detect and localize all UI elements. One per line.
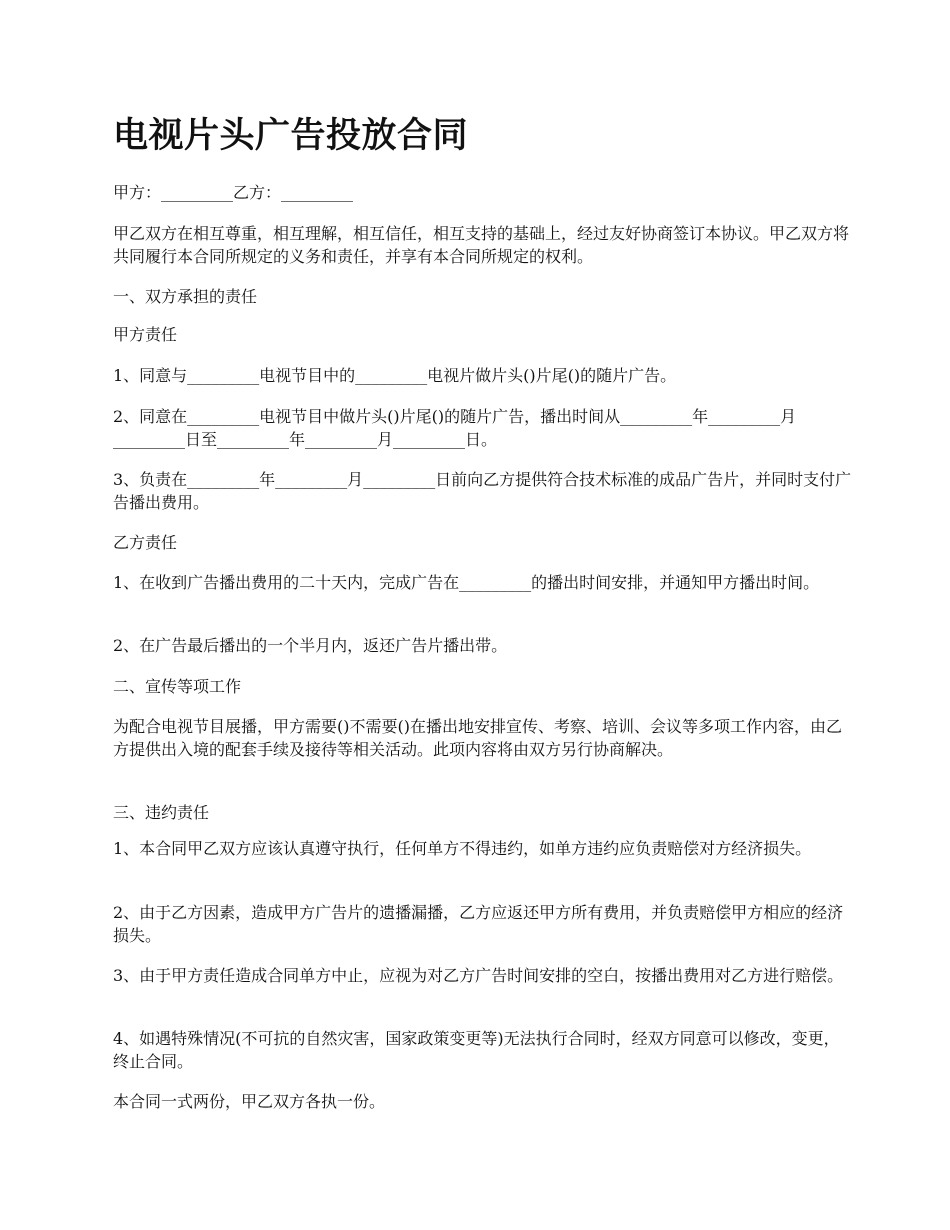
section-heading-promotion: 二、宣传等项工作 <box>113 677 242 696</box>
document-title: 电视片头广告投放合同 <box>113 116 469 156</box>
closing-line: 本合同一式两份，甲乙双方各执一份。 <box>113 1092 386 1111</box>
section-heading-responsibilities: 一、双方承担的责任 <box>113 287 258 306</box>
parties-line: 甲方：_________乙方：_________ <box>113 183 354 202</box>
intro-paragraph: 甲乙双方在相互尊重，相互理解，相互信任，相互支持的基础上，经过友好协商签订本协议。甲乙双方将共同履行本合同所规定的义务和责任，并享有本合同所规定的权利。 <box>113 224 850 266</box>
party-a-clause-3: 3、负责在_________年_________月_________日前向乙方提供符合技术标准的成品广告片，并同时支付广告播出费用。 <box>113 470 852 512</box>
promotion-paragraph: 为配合电视节目展播，甲方需要()不需要()在播出地安排宣传、考察、培训、会议等多项工作内容，由乙方提供出入境的配套手续及接待等相关活动。此项内容将由双方另行协商解决。 <box>113 717 842 759</box>
section-heading-breach: 三、违约责任 <box>113 803 210 822</box>
party-a-clause-1: 1、同意与_________电视节目中的_________电视片做片头()片尾()的随片广告。 <box>113 366 677 385</box>
party-a-heading: 甲方责任 <box>113 325 178 344</box>
party-b-heading: 乙方责任 <box>113 533 178 552</box>
party-b-clause-1: 1、在收到广告播出费用的二十天内，完成广告在_________的播出时间安排，并通知甲方播出时间。 <box>113 573 820 592</box>
breach-clause-4: 4、如遇特殊情况(不可抗的自然灾害，国家政策变更等)无法执行合同时，经双方同意可以修改，变更，终止合同。 <box>113 1029 840 1071</box>
breach-clause-3: 3、由于甲方责任造成合同单方中止，应视为对乙方广告时间安排的空白，按播出费用对乙方进行赔偿。 <box>113 966 844 985</box>
breach-clause-2: 2、由于乙方因素，造成甲方广告片的遗播漏播，乙方应返还甲方所有费用，并负责赔偿甲方相应的经济损失。 <box>113 903 844 945</box>
breach-clause-1: 1、本合同甲乙双方应该认真遵守执行，任何单方不得违约，如单方违约应负责赔偿对方经济损失。 <box>113 839 812 858</box>
party-a-clause-2: 2、同意在_________电视节目中做片头()片尾()的随片广告，播出时间从_________年_________月_________日至_________年_________月_________日。 <box>113 407 797 449</box>
party-b-clause-2: 2、在广告最后播出的一个半月内，返还广告片播出带。 <box>113 636 508 655</box>
